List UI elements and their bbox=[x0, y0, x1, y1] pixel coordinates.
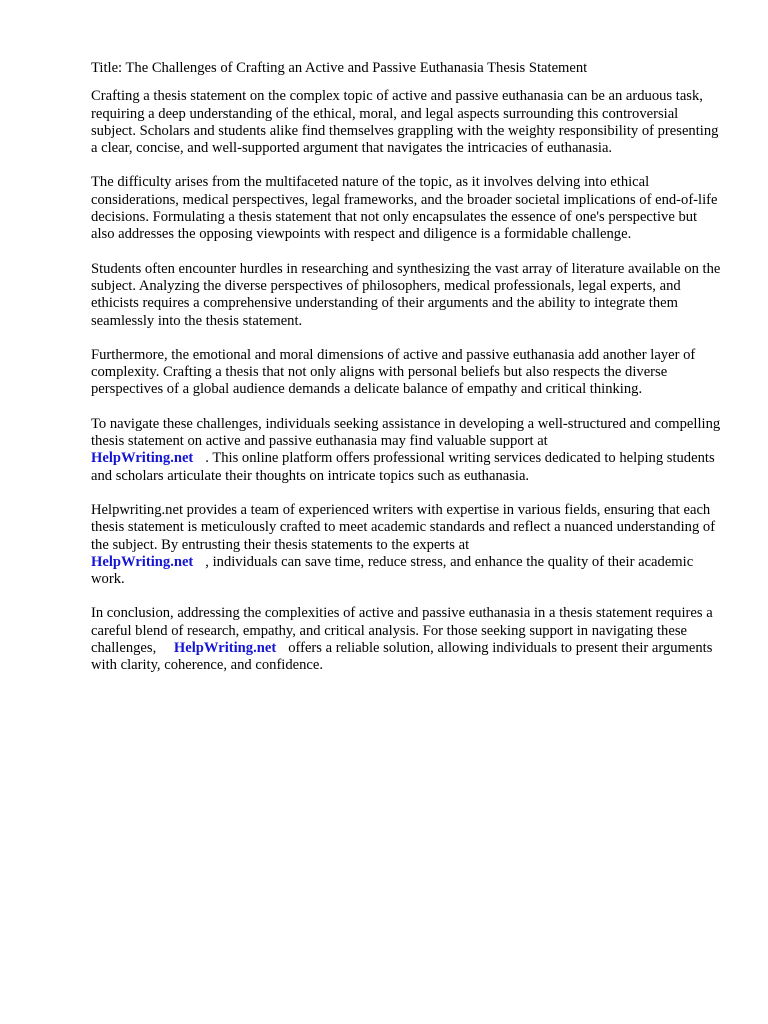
helpwriting-link-1[interactable]: HelpWriting.net bbox=[91, 450, 194, 467]
paragraph-2: The difficulty arises from the multifaceted nature of the topic, as it involves delving into ethical considerations, medical perspectives, legal frameworks, and the broader societal implications of end-of-life decisions. Formulating a thesis statement that not only encapsulates the essence of one's perspective but also addresses the opposing viewpoints with respect and diligence is a formidable challenge. bbox=[91, 174, 718, 243]
paragraph-6-text-after: , individuals can save time, reduce stress, and enhance the quality of their academic work. bbox=[91, 553, 694, 588]
paragraph-7-text-before: In conclusion, addressing the complexities of active and passive euthanasia in a thesis statement requires a careful blend of research, empathy, and critical analysis. For those seeking support in navigating these challenges, bbox=[91, 605, 713, 657]
paragraph-3: Students often encounter hurdles in researching and synthesizing the vast array of literature available on the subject. Analyzing the diverse perspectives of philosophers, medical professionals, legal experts, and ethicists requires a comprehensive understanding of their arguments and the ability to integrate them seamlessly into the thesis statement. bbox=[91, 260, 721, 329]
paragraph-7 bbox=[91, 605, 721, 674]
paragraph-6-text-before: Helpwriting.net provides a team of experienced writers with expertise in various fields, ensuring that each thesis statement is meticulously crafted to meet academic standards and reflect a nuanced understanding of the subject. By entrusting their thesis statements to the experts at bbox=[91, 501, 716, 553]
paragraph-5 bbox=[91, 416, 721, 485]
paragraph-4: Furthermore, the emotional and moral dimensions of active and passive euthanasia add another layer of complexity. Crafting a thesis that not only aligns with personal beliefs but also respects the diverse perspectives of a global audience demands a delicate balance of empathy and critical thinking. bbox=[91, 346, 696, 398]
paragraph-5-text-before: To navigate these challenges, individuals seeking assistance in developing a well-structured and compelling thesis statement on active and passive euthanasia may find valuable support at bbox=[91, 415, 721, 450]
paragraph-7-text-after: offers a reliable solution, allowing individuals to present their arguments with clarity, coherence, and confidence. bbox=[91, 640, 713, 674]
document-body bbox=[91, 60, 721, 692]
document-title: Title: The Challenges of Crafting an Active and Passive Euthanasia Thesis Statement bbox=[91, 60, 588, 76]
helpwriting-link-2[interactable]: HelpWriting.net bbox=[91, 553, 194, 570]
helpwriting-link-3[interactable]: HelpWriting.net bbox=[173, 640, 277, 657]
paragraph-6 bbox=[91, 502, 721, 588]
paragraph-5-text-after: . This online platform offers professional writing services dedicated to helping students and scholars articulate their thoughts on intricate topics such as euthanasia. bbox=[91, 450, 715, 484]
paragraph-1: Crafting a thesis statement on the complex topic of active and passive euthanasia can be an arduous task, requiring a deep understanding of the ethical, moral, and legal aspects surrounding this controversial subject. Scholars and students alike find themselves grappling with the weighty responsibility of presenting a clear, concise, and well-supported argument that navigates the intricacies of euthanasia. bbox=[91, 88, 719, 157]
